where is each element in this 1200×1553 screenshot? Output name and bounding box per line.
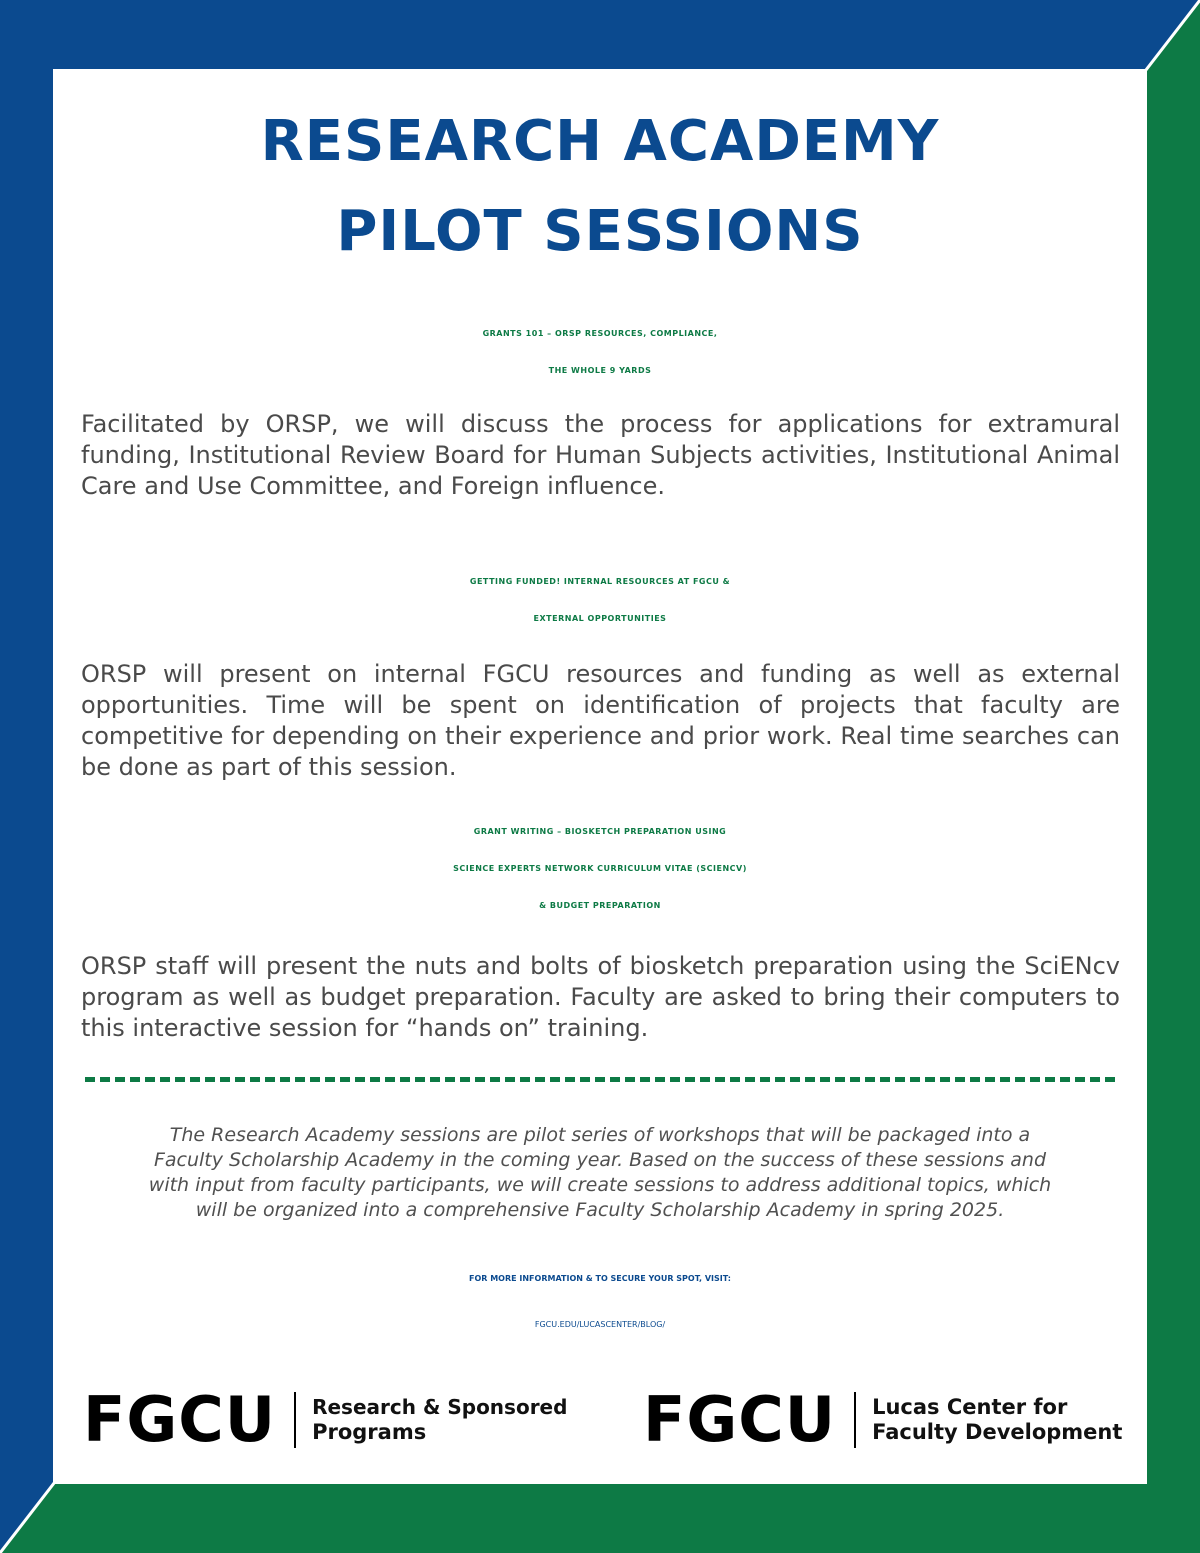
session-heading-line: & BUDGET PREPARATION [539, 901, 661, 910]
session-description: Facilitated by ORSP, we will discuss the process for applications for extramural funding, Institutional Review Board for Human Subjects activities, Institutional Animal Care and Use Committee, and Foreign influence. [81, 410, 1120, 500]
session-heading-line: THE WHOLE 9 YARDS [548, 366, 652, 375]
session-heading-line: GETTING FUNDED! INTERNAL RESOURCES AT FGCU & [469, 577, 731, 586]
session-heading-line: GRANT WRITING – BIOSKETCH PREPARATION USING [473, 827, 727, 836]
footnote [67, 1123, 1133, 1223]
session-heading-line: SCIENCE EXPERTS NETWORK CURRICULUM VITAE (SCIENCV) [453, 864, 747, 873]
orsp-logo [83, 1385, 567, 1455]
call-to-action: FOR MORE INFORMATION & TO SECURE YOUR SPOT, VISIT: [469, 1274, 731, 1283]
logo-divider [854, 1392, 856, 1448]
footnote-line: will be organized into a comprehensive Faculty Scholarship Academy in spring 2025. [195, 1199, 1005, 1221]
page-title [53, 97, 1147, 277]
flyer-card [53, 69, 1147, 1484]
title-line-2: PILOT SESSIONS [336, 199, 864, 264]
session-description: ORSP staff will present the nuts and bolts of biosketch preparation using the SciENcv program as well as budget preparation. Faculty are asked to bring their computers to this interactive session for “hands on” training. [81, 952, 1120, 1042]
logo-subtitle-line: Faculty Development [872, 1420, 1123, 1444]
footnote-line: Faculty Scholarship Academy in the coming year. Based on the success of these sessions and [153, 1149, 1047, 1171]
logo-divider [294, 1392, 296, 1448]
logo-subtitle-line: Research & Sponsored [312, 1395, 568, 1419]
session-heading [53, 315, 1147, 389]
fgcu-wordmark-icon: FGCU [83, 1383, 277, 1456]
session-heading-line: GRANTS 101 – ORSP RESOURCES, COMPLIANCE, [482, 329, 718, 338]
logo-subtitle [872, 1395, 1122, 1445]
session-heading-line: EXTERNAL OPPORTUNITIES [533, 614, 667, 623]
session-description: ORSP will present on internal FGCU resources and funding as well as external opportunities. Time will be spent on identification of projects that faculty are competitive for depending on their experience and prior work. Real time searches can be done as part of this session. [81, 660, 1120, 781]
session-heading [53, 563, 1147, 637]
info-link[interactable]: FGCU.EDU/LUCASCENTER/BLOG/ [534, 1320, 666, 1329]
fgcu-wordmark-icon: FGCU [643, 1383, 837, 1456]
dashed-divider [85, 1077, 1115, 1082]
logo-subtitle-line: Programs [312, 1420, 427, 1444]
footnote-line: with input from faculty participants, we will create sessions to address additional topics, which [148, 1174, 1052, 1196]
lucas-center-logo [643, 1385, 1122, 1455]
session-heading [53, 813, 1147, 924]
title-line-1: RESEARCH ACADEMY [260, 109, 940, 174]
logo-subtitle [312, 1395, 567, 1445]
footnote-line: The Research Academy sessions are pilot series of workshops that will be packaged into a [169, 1124, 1031, 1146]
logo-subtitle-line: Lucas Center for [872, 1395, 1068, 1419]
